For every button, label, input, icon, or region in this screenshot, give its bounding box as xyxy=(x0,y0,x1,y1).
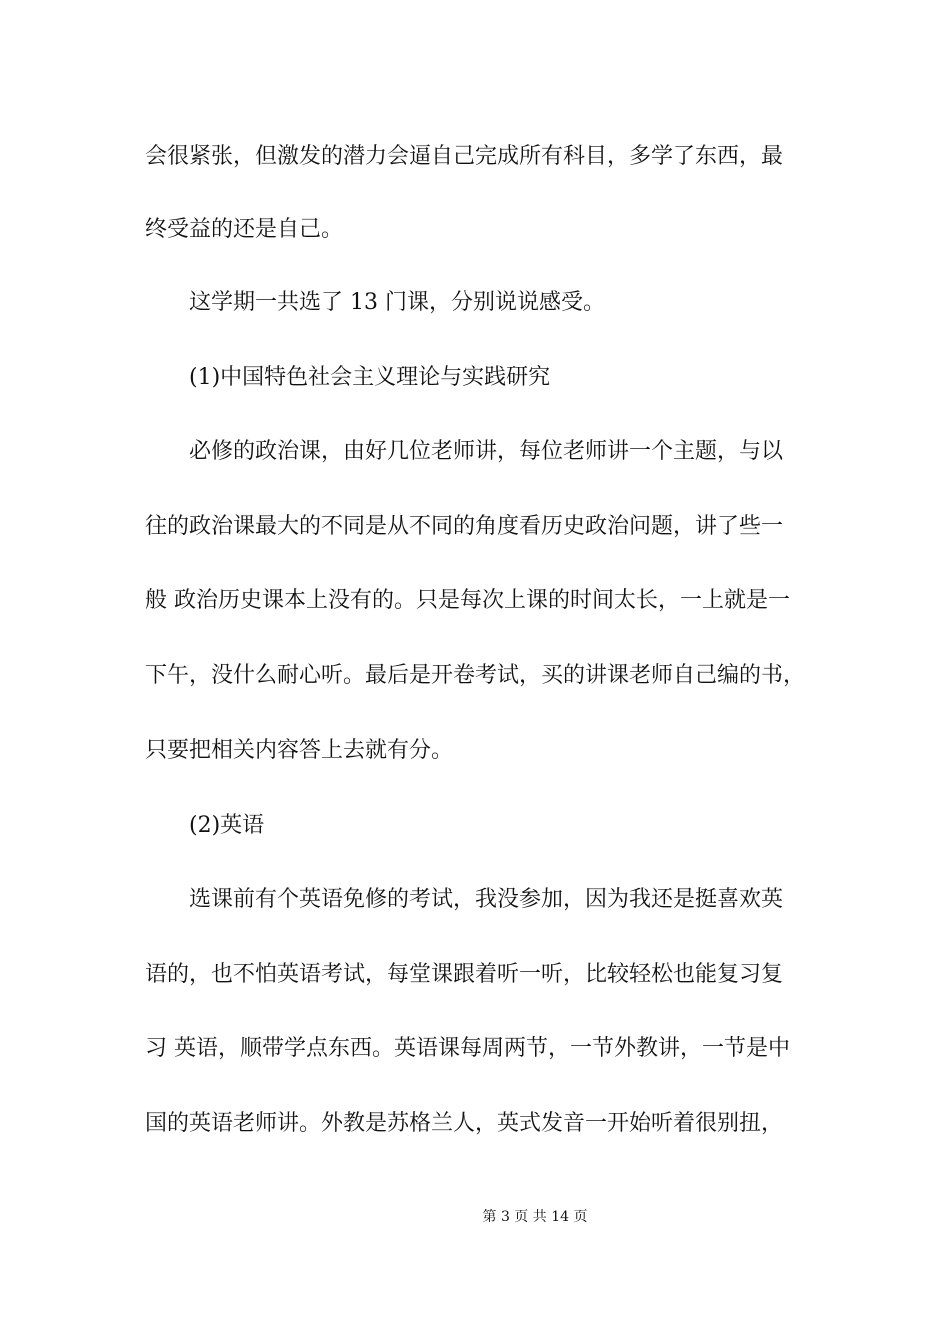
section-heading: (1)中国特色社会主义理论与实践研究 xyxy=(189,365,551,390)
text-line: 往的政治课最大的不同是从不同的角度看历史政治问题，讲了些一 xyxy=(145,514,784,539)
text-line: 会很紧张，但激发的潜力会逼自己完成所有科目，多学了东西，最 xyxy=(145,144,784,169)
text-line: 下午，没什么耐心听。最后是开卷考试，买的讲课老师自己编的书， xyxy=(145,663,806,688)
text-line: 选课前有个英语免修的考试，我没参加，因为我还是挺喜欢英 xyxy=(189,887,784,912)
text-line: 国的英语老师讲。外教是苏格兰人，英式发音一开始听着很别扭， xyxy=(145,1111,784,1136)
text-line: 终受益的还是自己。 xyxy=(145,217,344,242)
text-line: 必修的政治课，由好几位老师讲，每位老师讲一个主题，与以 xyxy=(189,439,784,464)
section-heading: (2)英语 xyxy=(189,813,265,838)
page-number: 第 3 页 共 14 页 xyxy=(482,1209,588,1225)
text-line: 语的，也不怕英语考试，每堂课跟着听一听，比较轻松也能复习复 xyxy=(145,962,784,987)
text-line: 般 政治历史课本上没有的。只是每次上课的时间太长，一上就是一 xyxy=(145,588,790,613)
text-line: 习 英语，顺带学点东西。英语课每周两节，一节外教讲，一节是中 xyxy=(145,1036,790,1061)
text-line: 只要把相关内容答上去就有分。 xyxy=(145,738,454,763)
text-line: 这学期一共选了 13 门课，分别说说感受。 xyxy=(189,290,605,315)
